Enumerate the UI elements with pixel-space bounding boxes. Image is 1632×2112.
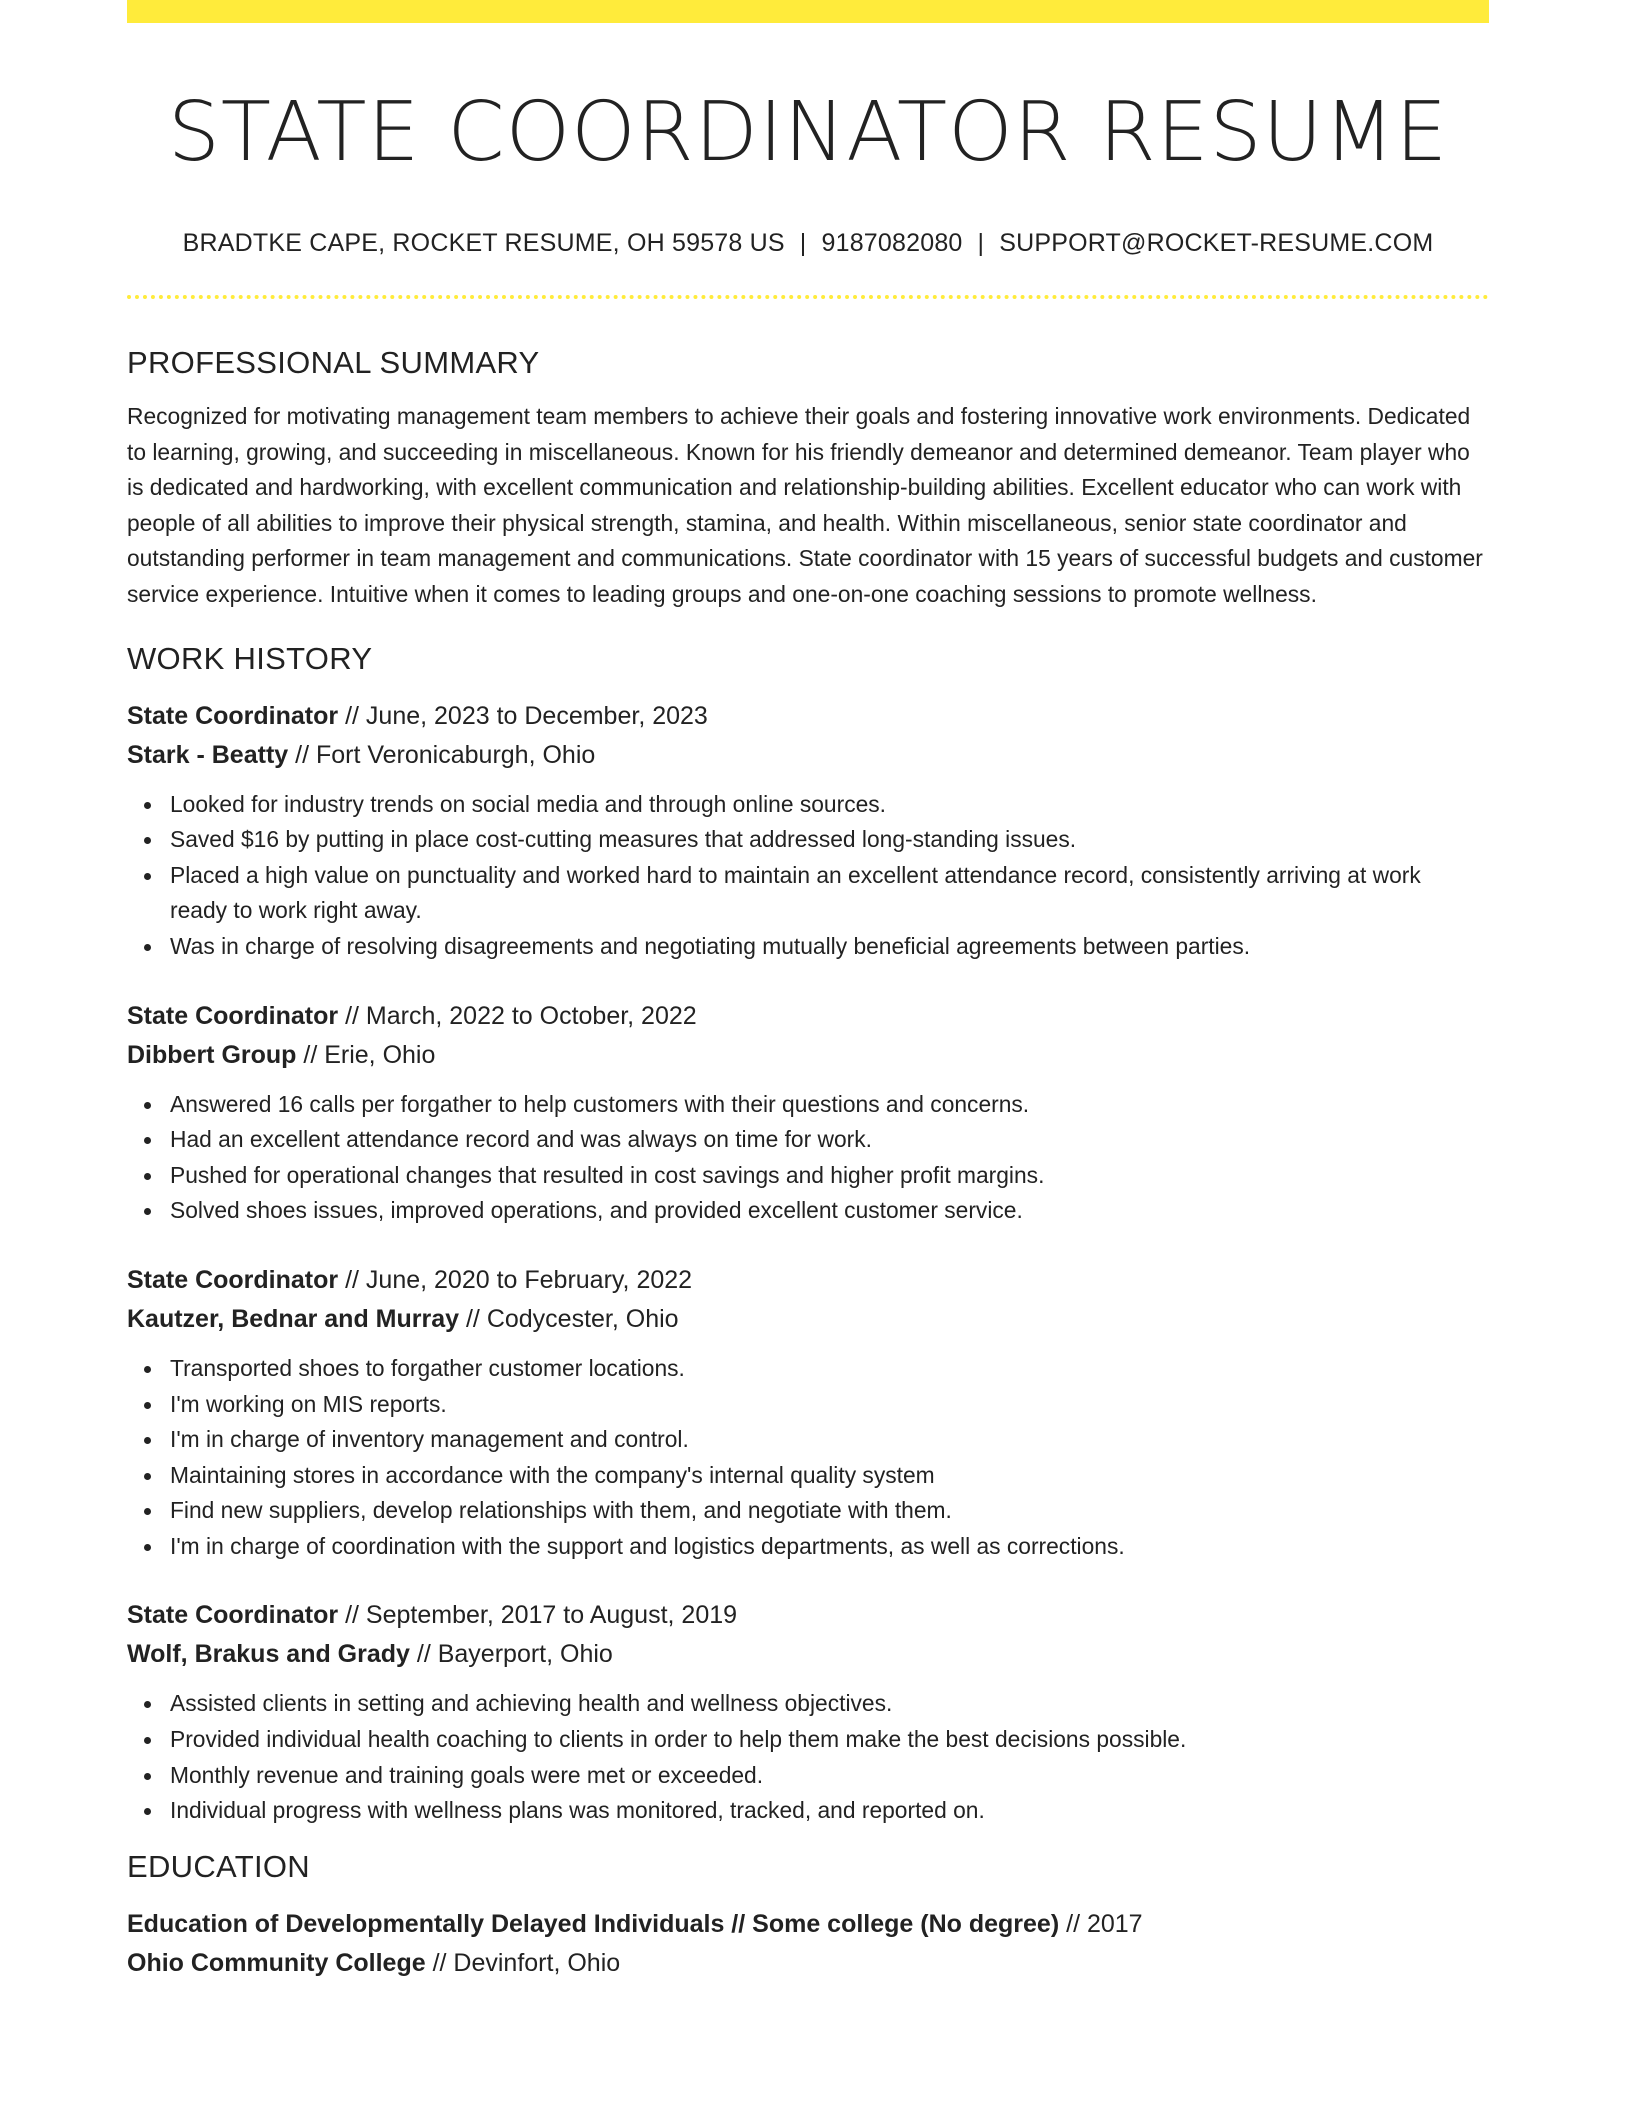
job-company-line bbox=[127, 1635, 1489, 1674]
list-item: Had an excellent attendance record and was always on time for work. bbox=[127, 1122, 1489, 1158]
job-entry bbox=[127, 697, 1489, 965]
job-company: Dibbert Group bbox=[127, 1040, 297, 1069]
job-title-line bbox=[127, 1596, 1489, 1635]
summary-heading: PROFESSIONAL SUMMARY bbox=[127, 345, 540, 380]
resume-page bbox=[127, 0, 1489, 1983]
list-item: Solved shoes issues, improved operations, and provided excellent customer service. bbox=[127, 1193, 1489, 1229]
job-dates: // June, 2023 to December, 2023 bbox=[345, 701, 708, 730]
job-dates: // September, 2017 to August, 2019 bbox=[345, 1601, 738, 1630]
job-title: State Coordinator bbox=[127, 1601, 339, 1630]
education-location: // Devinfort, Ohio bbox=[432, 1948, 621, 1977]
contact-phone[interactable]: 9187082080 bbox=[821, 229, 963, 257]
job-entry bbox=[127, 997, 1489, 1229]
work-history-heading: WORK HISTORY bbox=[127, 640, 373, 676]
contact-email[interactable]: SUPPORT@ROCKET-RESUME.COM bbox=[999, 229, 1434, 257]
job-location: // Bayerport, Ohio bbox=[416, 1640, 613, 1669]
job-title: State Coordinator bbox=[127, 1001, 339, 1030]
job-bullets bbox=[127, 787, 1489, 965]
list-item: Provided individual health coaching to clients in order to help them make the best decisions possible. bbox=[127, 1722, 1489, 1758]
job-dates: // March, 2022 to October, 2022 bbox=[345, 1001, 697, 1030]
job-title: State Coordinator bbox=[127, 1265, 339, 1294]
job-title: State Coordinator bbox=[127, 701, 339, 730]
contact-address: BRADTKE CAPE, ROCKET RESUME, OH 59578 US bbox=[182, 229, 785, 257]
list-item: Find new suppliers, develop relationships with them, and negotiate with them. bbox=[127, 1493, 1489, 1529]
education-heading: EDUCATION bbox=[127, 1848, 310, 1884]
list-item: Individual progress with wellness plans was monitored, tracked, and reported on. bbox=[127, 1793, 1489, 1829]
accent-bar bbox=[127, 0, 1489, 23]
job-bullets bbox=[127, 1351, 1489, 1565]
list-item: Answered 16 calls per forgather to help customers with their questions and concerns. bbox=[127, 1087, 1489, 1123]
education-school-line bbox=[127, 1944, 1489, 1983]
job-title-line bbox=[127, 997, 1489, 1036]
contact-separator: | bbox=[977, 229, 985, 257]
job-bullets bbox=[127, 1087, 1489, 1229]
list-item: I'm in charge of coordination with the support and logistics departments, as well as corrections. bbox=[127, 1529, 1489, 1565]
education-degree: Education of Developmentally Delayed Individuals // Some college (No degree) bbox=[127, 1909, 1060, 1938]
job-company: Stark - Beatty bbox=[127, 740, 289, 769]
job-entry bbox=[127, 1261, 1489, 1565]
list-item: Was in charge of resolving disagreements and negotiating mutually beneficial agreements between parties. bbox=[127, 929, 1489, 965]
education-school: Ohio Community College bbox=[127, 1948, 426, 1977]
summary-text: Recognized for motivating management team members to achieve their goals and fostering innovative work environments. Dedicated to learning, growing, and succeeding in miscellaneous. Known for his friendly demeanor and determined demeanor. Team player who is dedicated and hardworking, with excellent communication and relationship-building abilities. Excellent educator who can work with people of all abilities to improve their physical strength, stamina, and health. Within miscellaneous, senior state coordinator and outstanding performer in team management and communications. State coordinator with 15 years of successful budgets and customer service experience. Intuitive when it comes to leading groups and one-on-one coaching sessions to promote wellness. bbox=[127, 403, 1483, 607]
education-entry bbox=[127, 1905, 1489, 1983]
list-item: I'm working on MIS reports. bbox=[127, 1387, 1489, 1423]
job-company: Kautzer, Bednar and Murray bbox=[127, 1304, 460, 1333]
list-item: I'm in charge of inventory management and control. bbox=[127, 1422, 1489, 1458]
job-entry bbox=[127, 1596, 1489, 1828]
job-company-line bbox=[127, 1036, 1489, 1075]
list-item: Monthly revenue and training goals were met or exceeded. bbox=[127, 1758, 1489, 1794]
education-year: // 2017 bbox=[1066, 1909, 1143, 1938]
job-bullets bbox=[127, 1686, 1489, 1828]
education-degree-line bbox=[127, 1905, 1489, 1944]
list-item: Assisted clients in setting and achieving health and wellness objectives. bbox=[127, 1686, 1489, 1722]
job-company-line bbox=[127, 736, 1489, 775]
dotted-divider bbox=[127, 295, 1489, 299]
contact-line bbox=[127, 227, 1489, 259]
job-dates: // June, 2020 to February, 2022 bbox=[345, 1265, 693, 1294]
job-company: Wolf, Brakus and Grady bbox=[127, 1640, 410, 1669]
list-item: Looked for industry trends on social media and through online sources. bbox=[127, 787, 1489, 823]
job-title-line bbox=[127, 1261, 1489, 1300]
job-company-line bbox=[127, 1300, 1489, 1339]
job-location: // Codycester, Ohio bbox=[465, 1304, 679, 1333]
job-location: // Erie, Ohio bbox=[303, 1040, 436, 1069]
job-title-line bbox=[127, 697, 1489, 736]
list-item: Placed a high value on punctuality and worked hard to maintain an excellent attendance record, consistently arriving at work ready to work right away. bbox=[127, 858, 1489, 929]
job-location: // Fort Veronicaburgh, Ohio bbox=[295, 740, 596, 769]
list-item: Saved $16 by putting in place cost-cutting measures that addressed long-standing issues. bbox=[127, 822, 1489, 858]
list-item: Transported shoes to forgather customer locations. bbox=[127, 1351, 1489, 1387]
list-item: Pushed for operational changes that resulted in cost savings and higher profit margins. bbox=[127, 1158, 1489, 1194]
resume-title: STATE COORDINATOR RESUME bbox=[167, 85, 1449, 180]
list-item: Maintaining stores in accordance with the company's internal quality system bbox=[127, 1458, 1489, 1494]
contact-separator: | bbox=[799, 229, 807, 257]
